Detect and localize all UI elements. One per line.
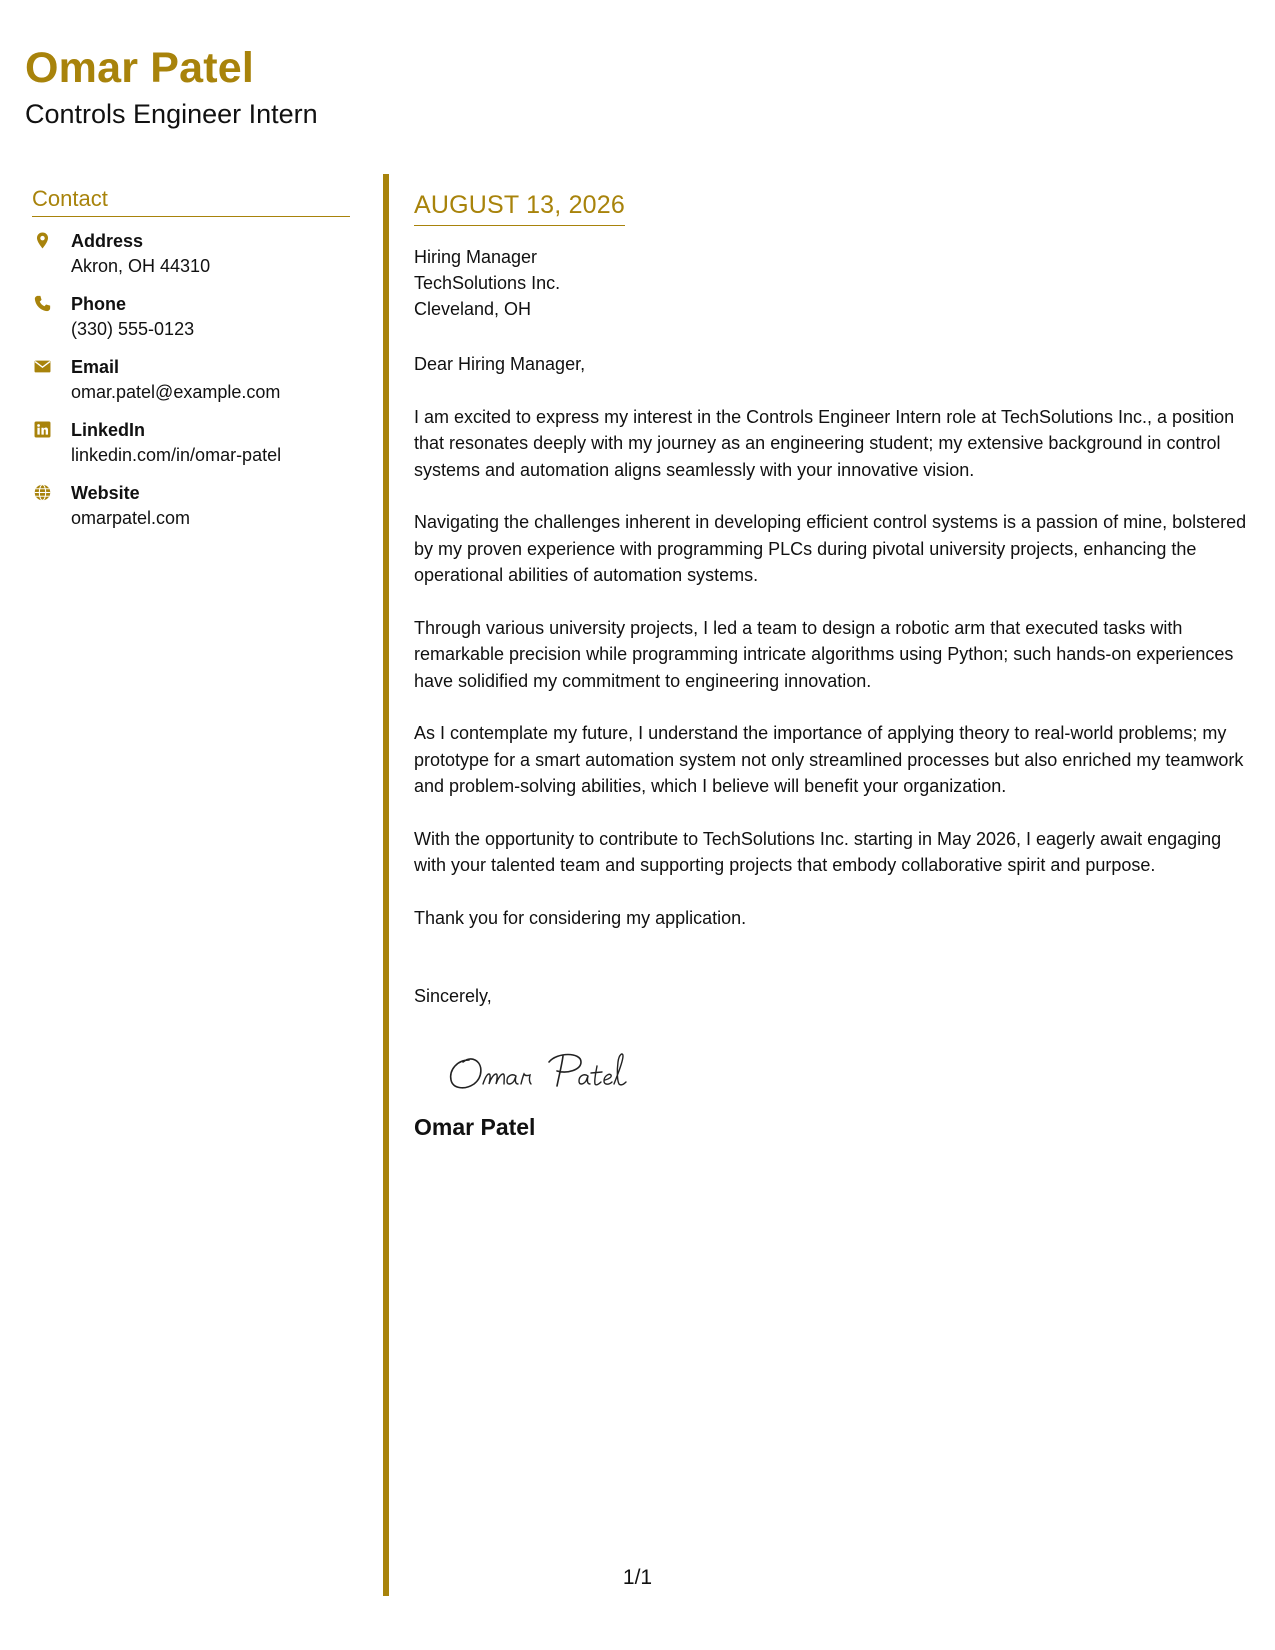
- recipient-line: Hiring Manager: [414, 247, 538, 268]
- candidate-role: Controls Engineer Intern: [25, 99, 318, 129]
- contact-item-email: [32, 355, 350, 418]
- contact-label-address: Address: [71, 231, 144, 252]
- contact-value-website[interactable]: omarpatel.com: [71, 508, 191, 529]
- contact-label-email: Email: [71, 357, 120, 378]
- recipient-block: [414, 244, 1249, 322]
- letter-paragraph: Thank you for considering my application.: [414, 907, 747, 928]
- contact-sidebar: [32, 186, 350, 544]
- letter-body: [414, 190, 1249, 1141]
- handwritten-signature: [445, 1040, 1249, 1100]
- contact-item-address: [32, 229, 350, 292]
- contact-label-website: Website: [71, 483, 140, 504]
- globe-icon: [34, 484, 51, 501]
- signature-graphic: [445, 1040, 645, 1100]
- letter-paragraph: Through various university projects, I led a team to design a robotic arm that executed tasks with remarkable precision while programming intricate algorithms using Python; such hands-on experiences have solidified my commitment to engineering innovation.: [414, 617, 1234, 691]
- linkedin-icon: [34, 421, 51, 438]
- phone-icon: [34, 295, 51, 312]
- contact-value-email[interactable]: omar.patel@example.com: [71, 382, 281, 403]
- letter-paragraph: Navigating the challenges inherent in developing efficient control systems is a passion of mine, bolstered by my proven experience with programming PLCs during pivotal university projects, enhancing the operational abilities of automation systems.: [414, 512, 1247, 586]
- contact-item-website: [32, 481, 350, 544]
- salutation: Dear Hiring Manager,: [414, 354, 586, 375]
- contact-label-linkedin: LinkedIn: [71, 420, 146, 441]
- contact-label-phone: Phone: [71, 294, 127, 315]
- recipient-line: Cleveland, OH: [414, 299, 532, 320]
- contact-value-linkedin[interactable]: linkedin.com/in/omar-patel: [71, 445, 282, 466]
- contact-value-phone: (330) 555-0123: [71, 319, 195, 340]
- letter-date: AUGUST 13, 2026: [414, 190, 625, 226]
- contact-item-linkedin: [32, 418, 350, 481]
- contact-item-phone: [32, 292, 350, 355]
- contact-list: [32, 229, 350, 544]
- contact-section-title: Contact: [32, 186, 350, 217]
- letter-paragraph: I am excited to express my interest in the Controls Engineer Intern role at TechSolutions Inc., a position that resonates deeply with my journey as an engineering student; my extensive background in control systems and automation aligns seamlessly with your innovative vision.: [414, 406, 1235, 480]
- page-number: 1/1: [622, 1566, 653, 1589]
- map-pin-icon: [34, 232, 51, 249]
- candidate-name: Omar Patel: [25, 44, 255, 92]
- letter-paragraph: As I contemplate my future, I understand the importance of applying theory to real-world problems; my prototype for a smart automation system not only streamlined processes but also enriched my teamwork and problem-solving abilities, which I believe will benefit your organization.: [414, 723, 1244, 797]
- signer-name: Omar Patel: [414, 1113, 536, 1140]
- envelope-icon: [34, 358, 51, 375]
- vertical-divider: [383, 174, 389, 1596]
- closing: Sincerely,: [414, 986, 492, 1007]
- recipient-line: TechSolutions Inc.: [414, 273, 561, 294]
- contact-value-address: Akron, OH 44310: [71, 256, 211, 277]
- letter-paragraph: With the opportunity to contribute to TechSolutions Inc. starting in May 2026, I eagerly await engaging with your talented team and supporting projects that embody collaborative spirit and purpose.: [414, 828, 1222, 876]
